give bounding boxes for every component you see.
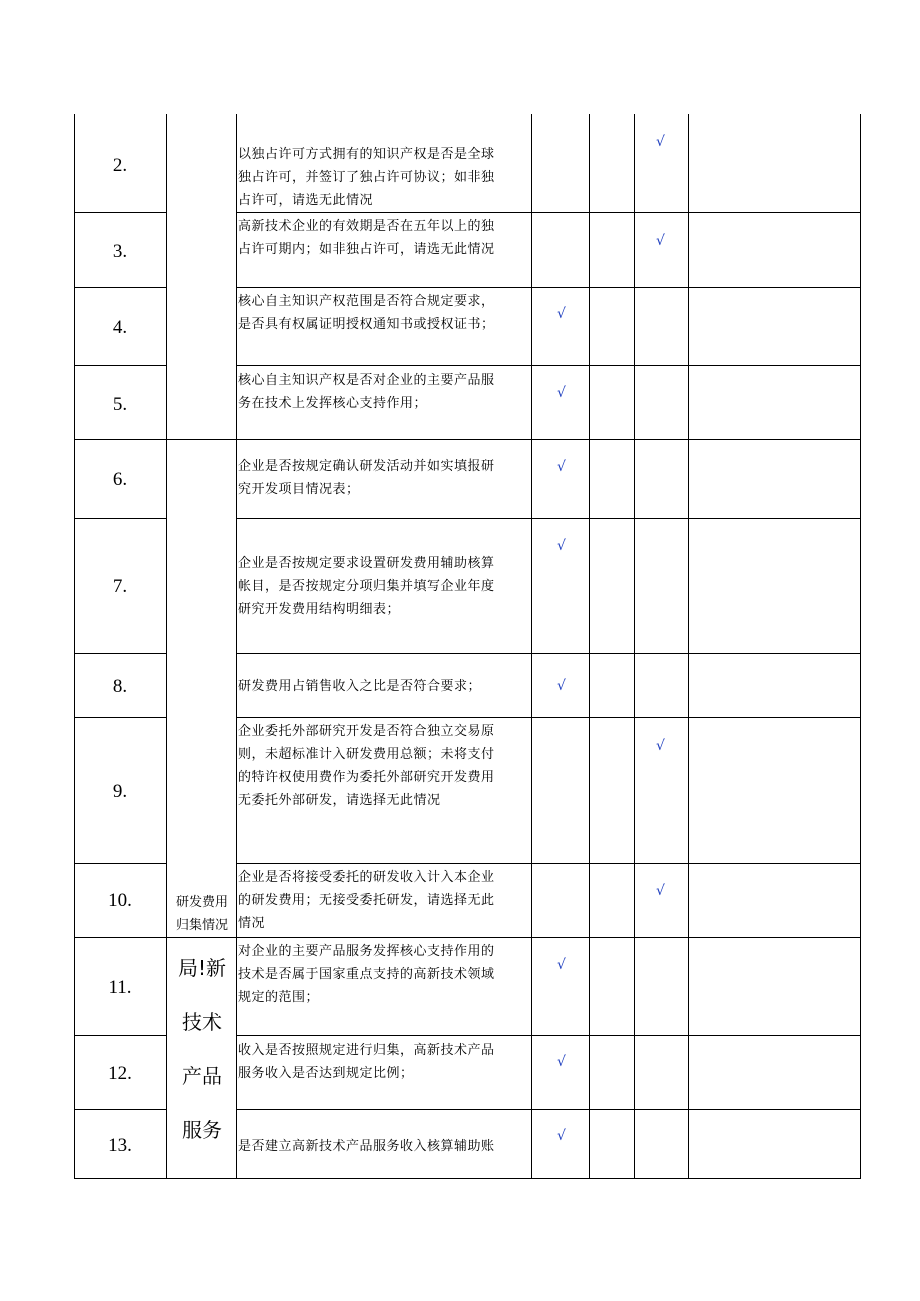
category-hightech-products: 服务 bbox=[182, 1118, 222, 1142]
check-mark: √ bbox=[656, 883, 665, 899]
item-text: 以独占许可方式拥有的知识产权是否是全球 独占许可，并签订了独占许可协议；如非独 占许可，请选无此情况 bbox=[238, 147, 495, 208]
check-mark: √ bbox=[656, 738, 665, 754]
check-mark: √ bbox=[557, 678, 566, 694]
item-text: 研发费用占销售收入之比是否符合要求； bbox=[238, 679, 482, 694]
item-text: 企业是否将接受委托的研发收入计入本企业 的研发费用；无接受委托研发，请选择无此 情况 bbox=[238, 870, 495, 931]
item-text: 是否建立高新技术产品服务收入核算辅助账 bbox=[238, 1139, 495, 1154]
row-number: 3. bbox=[112, 241, 128, 262]
row-number: 4. bbox=[112, 317, 128, 338]
category-hightech-products: 产品 bbox=[182, 1064, 222, 1088]
row-number: 9. bbox=[112, 781, 128, 802]
row-number: 10. bbox=[108, 890, 132, 911]
item-text: 核心自主知识产权范围是否符合规定要求， 是否具有权属证明授权通知书或授权证书； bbox=[238, 294, 495, 332]
check-mark: √ bbox=[656, 233, 665, 249]
category-rd-expense: 研发费用 归集情况 bbox=[175, 895, 228, 933]
item-text: 企业是否按规定要求设置研发费用辅助核算 帐目，是否按规定分项归集并填写企业年度 研究开发费用结构明细表； bbox=[238, 556, 495, 617]
row-number: 12. bbox=[108, 1063, 132, 1084]
row-number: 8. bbox=[112, 676, 128, 697]
category-hightech-products: 技术 bbox=[182, 1010, 222, 1034]
row-number: 7. bbox=[112, 576, 128, 597]
category-hightech-products: 局!新 bbox=[177, 956, 227, 980]
row-number: 5. bbox=[112, 394, 128, 415]
check-mark: √ bbox=[557, 306, 566, 322]
check-mark: √ bbox=[557, 385, 566, 401]
check-mark: √ bbox=[557, 1128, 566, 1144]
item-text: 高新技术企业的有效期是否在五年以上的独 占许可期内；如非独占许可，请选无此情况 bbox=[238, 219, 495, 257]
item-text: 核心自主知识产权是否对企业的主要产品服 务在技术上发挥核心支持作用； bbox=[238, 373, 495, 411]
item-text: 企业委托外部研究开发是否符合独立交易原 则，未超标准计入研发费用总额；未将支付 的特许权使用费作为委托外部研究开发费用 无委托外部研发，请选择无此情况 bbox=[238, 724, 495, 808]
row-number: 11. bbox=[108, 977, 132, 998]
check-mark: √ bbox=[656, 134, 665, 150]
check-mark: √ bbox=[557, 957, 566, 973]
check-mark: √ bbox=[557, 538, 566, 554]
item-text: 收入是否按照规定进行归集，高新技术产品 服务收入是否达到规定比例； bbox=[238, 1043, 495, 1081]
item-text: 企业是否按规定确认研发活动并如实填报研 究开发项目情况表； bbox=[238, 459, 495, 497]
row-number: 2. bbox=[112, 155, 128, 176]
check-mark: √ bbox=[557, 1054, 566, 1070]
row-number: 6. bbox=[112, 469, 128, 490]
item-text: 对企业的主要产品服务发挥核心支持作用的 技术是否属于国家重点支持的高新技术领域 规定的范围； bbox=[238, 944, 495, 1005]
row-number: 13. bbox=[108, 1135, 132, 1156]
check-mark: √ bbox=[557, 459, 566, 475]
